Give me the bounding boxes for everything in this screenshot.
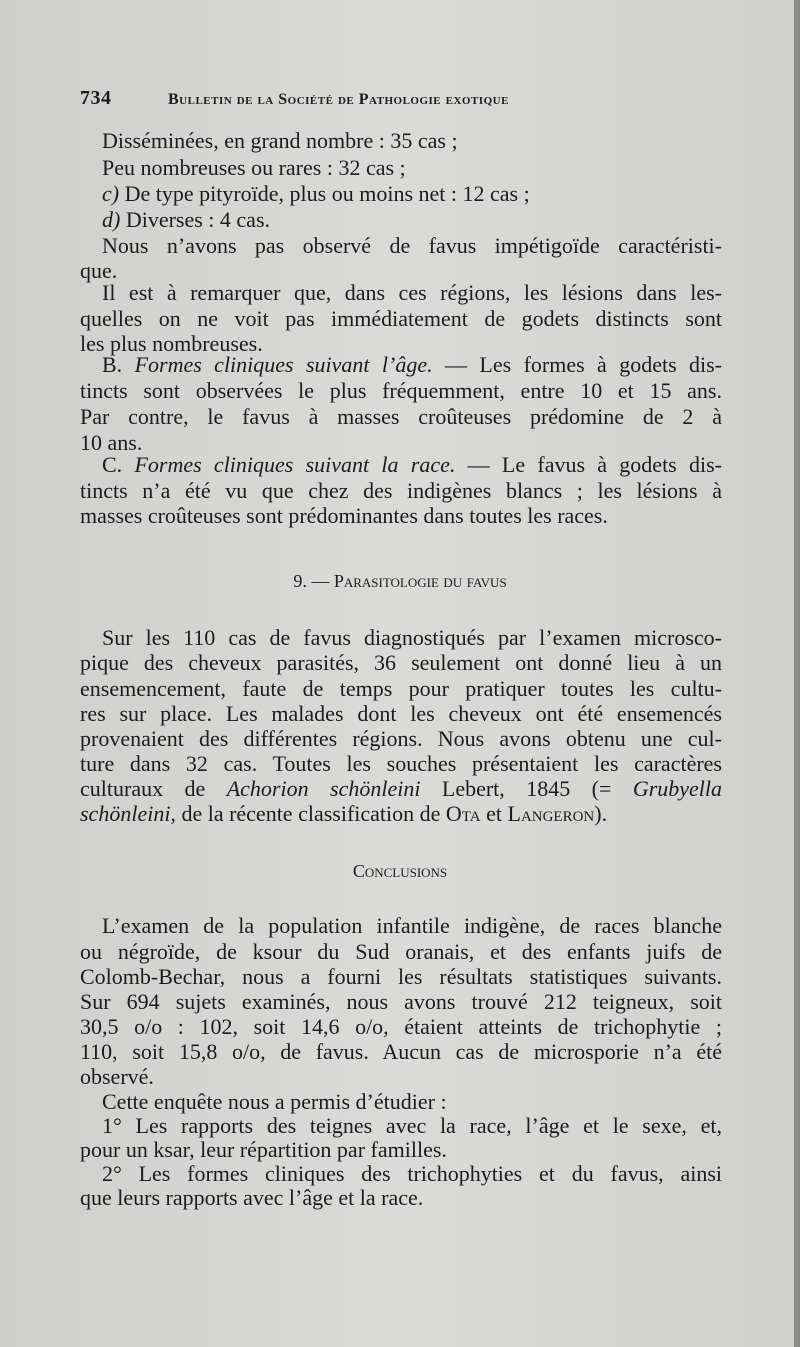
- text-line: Peu nombreuses ou rares : 32 cas ;: [102, 155, 406, 180]
- section-b-title: Formes cliniques suivant l’âge.: [134, 352, 433, 377]
- text-line: 30,5 o/o : 102, soit 14,6 o/o, étaient atteints de trichophytie ;: [80, 1014, 722, 1039]
- text-line: 10 ans.: [80, 430, 143, 455]
- text-line: les plus nombreuses.: [80, 331, 263, 356]
- section-heading-parasitologie: 9. — Parasitologie du favus: [293, 571, 507, 591]
- text-line: Sur 694 sujets examinés, nous avons trouvé 212 teigneux, soit: [80, 989, 722, 1014]
- text-line: Nous n’avons pas observé de favus impétigoïde caractéristi-: [102, 233, 722, 258]
- text-line: masses croûteuses sont prédominantes dans toutes les races.: [80, 503, 608, 528]
- text-line: Disséminées, en grand nombre : 35 cas ;: [102, 128, 458, 153]
- running-header: [80, 85, 509, 113]
- section-c-title: Formes cliniques suivant la race.: [134, 452, 456, 477]
- text-line: Par contre, le favus à masses croûteuses prédomine de 2 à: [80, 404, 722, 429]
- species-name: schönleini,: [80, 801, 176, 826]
- text-line: Il est à remarquer que, dans ces régions, les lésions dans les-: [102, 280, 722, 305]
- journal-title: Bulletin de la Société de Pathologie exotique: [168, 91, 509, 108]
- text-line: Cette enquête nous a permis d’étudier :: [102, 1089, 447, 1114]
- text-line: tincts n’a été vu que chez des indigènes blancs ; les lésions à: [80, 478, 722, 503]
- section-b-heading-line: B. Formes cliniques suivant l’âge. — Les formes à godets dis-: [102, 352, 723, 377]
- text-line: 110, soit 15,8 o/o, de favus. Aucun cas de microsporie n’a été: [80, 1039, 722, 1064]
- text-line: pour un ksar, leur répartition par familles.: [80, 1137, 447, 1162]
- text-line: d) Diverses : 4 cas.: [102, 207, 271, 232]
- text-line: res sur place. Les malades dont les cheveux ont été ensemencés: [80, 701, 722, 726]
- list-marker: c): [102, 181, 120, 206]
- species-name: Grubyella: [632, 776, 723, 801]
- text-line: ensemencement, faute de temps pour pratiquer toutes les cultu-: [80, 676, 722, 701]
- text-line: Colomb-Bechar, nous a fourni les résultats statistiques suivants.: [80, 964, 722, 989]
- text-line: L’examen de la population infantile indigène, de races blanche: [102, 913, 722, 938]
- section-heading-conclusions: Conclusions: [352, 861, 448, 881]
- text-line: c) De type pityroïde, plus ou moins net : 12 cas ;: [102, 181, 530, 206]
- page-number: 734: [80, 87, 112, 109]
- list-marker: d): [102, 207, 121, 232]
- text-line: ture dans 32 cas. Toutes les souches présentaient les caractères: [80, 751, 722, 776]
- text-line: Sur les 110 cas de favus diagnostiqués par l’examen microsco-: [102, 625, 722, 650]
- text-line: que leurs rapports avec l’âge et la race.: [80, 1185, 424, 1210]
- species-name: Achorion schönleini: [226, 776, 421, 801]
- text-line: que.: [80, 258, 118, 283]
- text-line: pique des cheveux parasités, 36 seulement ont donné lieu à un: [80, 650, 722, 675]
- text-line: 1° Les rapports des teignes avec la race, l’âge et le sexe, et,: [102, 1113, 722, 1138]
- text-line: culturaux de Achorion schönleini Lebert, 1845 (= Grubyella: [80, 776, 723, 801]
- text-line: provenaient des différentes régions. Nous avons obtenu une cul-: [80, 726, 722, 751]
- section-c-heading-line: C. Formes cliniques suivant la race. — Le favus à godets dis-: [102, 452, 723, 477]
- text-line: tincts sont observées le plus fréquemment, entre 10 et 15 ans.: [80, 378, 722, 403]
- text-line: observé.: [80, 1064, 154, 1089]
- text-line: schönleini, de la récente classification de Ota et Langeron).: [80, 801, 608, 826]
- text-line: 2° Les formes cliniques des trichophyties et du favus, ainsi: [102, 1161, 722, 1186]
- text-line: quelles on ne voit pas immédiatement de godets distincts sont: [80, 306, 722, 331]
- text-line: ou négroïde, de ksour du Sud oranais, et des enfants juifs de: [80, 939, 722, 964]
